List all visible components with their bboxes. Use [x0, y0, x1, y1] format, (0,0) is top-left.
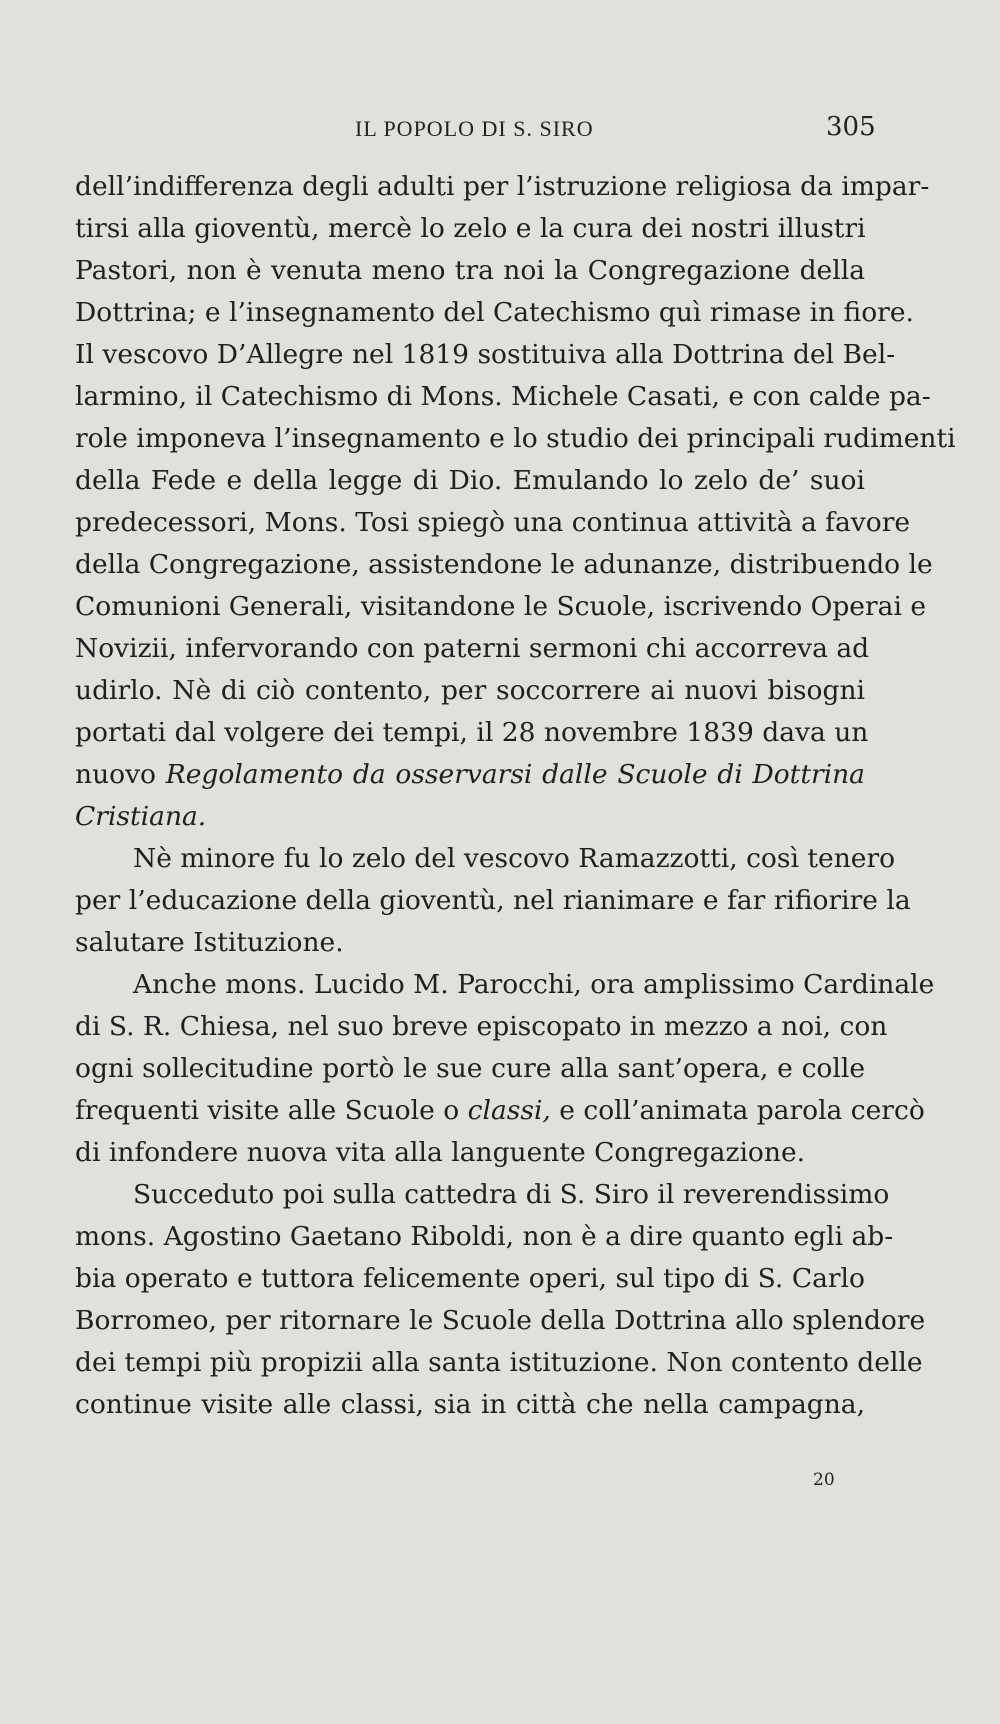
text-line: mons. Agostino Gaetano Riboldi, non è a dire quanto egli ab- [75, 1221, 894, 1252]
body-text [75, 166, 956, 1426]
text-line: role imponeva l’insegnamento e lo studio dei principali rudimenti [75, 423, 956, 454]
text-line: predecessori, Mons. Tosi spiegò una continua attività a favore [75, 507, 911, 538]
text-line: continue visite alle classi, sia in città che nella campagna, [75, 1389, 865, 1420]
text-line-with-italic-word [75, 1090, 925, 1132]
text-line: portati dal volgere dei tempi, il 28 novembre 1839 dava un [75, 717, 869, 748]
text-line: Il vescovo D’Allegre nel 1819 sostituiva alla Dottrina del Bel- [75, 339, 896, 370]
text-segment: frequenti visite alle Scuole o [75, 1095, 460, 1126]
text-line: Pastori, non è venuta meno tra noi la Congregazione della [75, 255, 865, 286]
text-segment: e coll’animata parola cercò [559, 1095, 925, 1126]
text-line-italic [75, 796, 865, 838]
text-line: Dottrina; e l’insegnamento del Catechismo quì rimase in fiore. [75, 297, 914, 328]
text-line: Borromeo, per ritornare le Scuole della Dottrina allo splendore [75, 1305, 926, 1336]
text-line: udirlo. Nè di ciò contento, per soccorrere ai nuovi bisogni [75, 675, 865, 706]
text-line: di infondere nuova vita alla languente Congregazione. [75, 1137, 806, 1168]
text-line: Comunioni Generali, visitandone le Scuole, iscrivendo Operai e [75, 591, 927, 622]
text-line: Succeduto poi sulla cattedra di S. Siro il reverendissimo [133, 1179, 890, 1210]
text-line: Novizii, infervorando con paterni sermoni chi accorreva ad [75, 633, 870, 664]
text-line: salutare Istituzione. [75, 927, 344, 958]
signature-mark: 20 [813, 1470, 835, 1490]
text-line: tirsi alla gioventù, mercè lo zelo e la cura dei nostri illustri [75, 213, 866, 244]
italic-title: Regolamento da osservarsi dalle Scuole di Dottrina [165, 759, 865, 790]
running-head: IL POPOLO DI S. SIRO [355, 116, 594, 141]
page-number: 305 [826, 112, 876, 142]
italic-word: classi, [467, 1095, 551, 1126]
text-line: bia operato e tuttora felicemente operi, sul tipo di S. Carlo [75, 1263, 865, 1294]
text-line: dei tempi più propizii alla santa istituzione. Non contento delle [75, 1347, 923, 1378]
italic-title-end: Cristiana. [75, 801, 207, 832]
text-line-with-italic-title [75, 754, 865, 796]
text-line: della Congregazione, assistendone le adunanze, distribuendo le [75, 549, 933, 580]
text-line: della Fede e della legge di Dio. Emulando lo zelo de’ suoi [75, 465, 865, 496]
text-line: Nè minore fu lo zelo del vescovo Ramazzotti, così tenero [133, 843, 896, 874]
text-line: ogni sollecitudine portò le sue cure alla sant’opera, e colle [75, 1053, 865, 1084]
text-line: larmino, il Catechismo di Mons. Michele Casati, e con calde pa- [75, 381, 931, 412]
text-line: dell’indifferenza degli adulti per l’istruzione religiosa da impar- [75, 171, 930, 202]
text-line: Anche mons. Lucido M. Parocchi, ora amplissimo Cardinale [133, 969, 935, 1000]
text-line: di S. R. Chiesa, nel suo breve episcopato in mezzo a noi, con [75, 1011, 888, 1042]
text-segment: nuovo [75, 759, 157, 790]
text-line: per l’educazione della gioventù, nel rianimare e far rifiorire la [75, 885, 911, 916]
